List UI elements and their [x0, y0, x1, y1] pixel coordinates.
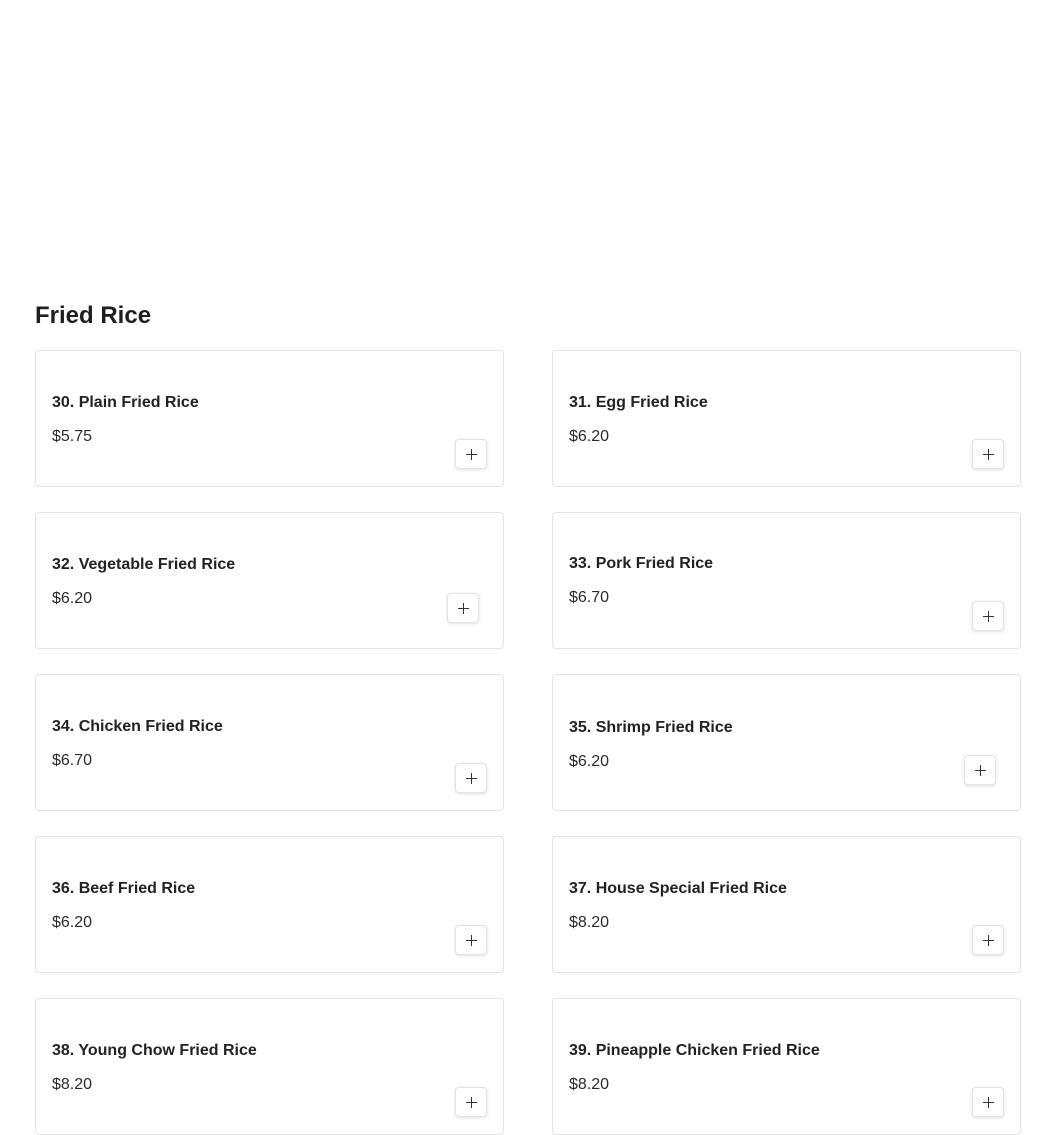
plus-icon [975, 765, 986, 776]
add-item-button[interactable] [455, 925, 487, 955]
menu-item-name: 37. House Special Fried Rice [569, 880, 787, 897]
menu-item-card[interactable] [35, 674, 504, 811]
menu-section-fried-rice [35, 296, 1021, 1093]
add-item-button[interactable] [972, 1087, 1004, 1117]
menu-item-name: 30. Plain Fried Rice [52, 394, 199, 411]
menu-item-name: 39. Pineapple Chicken Fried Rice [569, 1042, 820, 1059]
menu-item-name: 33. Pork Fried Rice [569, 555, 714, 572]
menu-item-price: $8.20 [569, 1076, 610, 1093]
add-item-button[interactable] [972, 601, 1004, 631]
plus-icon [983, 935, 994, 946]
menu-item-name: 36. Beef Fried Rice [52, 880, 196, 897]
menu-item-price: $5.75 [52, 428, 93, 445]
menu-item-card[interactable] [35, 350, 504, 487]
plus-icon [983, 611, 994, 622]
menu-item-name: 38. Young Chow Fried Rice [52, 1042, 257, 1059]
plus-icon [466, 773, 477, 784]
add-item-button[interactable] [964, 755, 996, 785]
menu-item-price: $6.70 [569, 589, 610, 606]
add-item-button[interactable] [455, 763, 487, 793]
menu-item-price: $6.20 [52, 914, 93, 931]
menu-item-name: 35. Shrimp Fried Rice [569, 719, 733, 736]
menu-item-price: $6.70 [52, 752, 93, 769]
add-item-button[interactable] [972, 439, 1004, 469]
menu-item-name: 32. Vegetable Fried Rice [52, 556, 236, 573]
plus-icon [466, 1097, 477, 1108]
add-item-button[interactable] [455, 439, 487, 469]
menu-item-card[interactable] [552, 674, 1021, 811]
menu-item-price: $8.20 [52, 1076, 93, 1093]
add-item-button[interactable] [447, 593, 479, 623]
menu-item-name: 34. Chicken Fried Rice [52, 718, 223, 735]
menu-item-card[interactable] [35, 998, 504, 1135]
add-item-button[interactable] [455, 1087, 487, 1117]
plus-icon [466, 935, 477, 946]
menu-item-price: $6.20 [569, 428, 610, 445]
menu-item-grid [35, 350, 1021, 1135]
plus-icon [983, 449, 994, 460]
menu-item-price: $6.20 [52, 590, 93, 607]
plus-icon [983, 1097, 994, 1108]
menu-item-name: 31. Egg Fried Rice [569, 394, 708, 411]
menu-item-card[interactable] [552, 350, 1021, 487]
menu-item-card[interactable] [35, 836, 504, 973]
menu-item-price: $6.20 [569, 753, 610, 770]
menu-item-price: $8.20 [569, 914, 610, 931]
plus-icon [466, 449, 477, 460]
menu-item-card[interactable] [35, 512, 504, 649]
menu-item-card[interactable] [552, 998, 1021, 1135]
section-title: Fried Rice [35, 302, 152, 329]
menu-item-card[interactable] [552, 836, 1021, 973]
menu-item-card[interactable] [552, 512, 1021, 649]
plus-icon [458, 603, 469, 614]
add-item-button[interactable] [972, 925, 1004, 955]
